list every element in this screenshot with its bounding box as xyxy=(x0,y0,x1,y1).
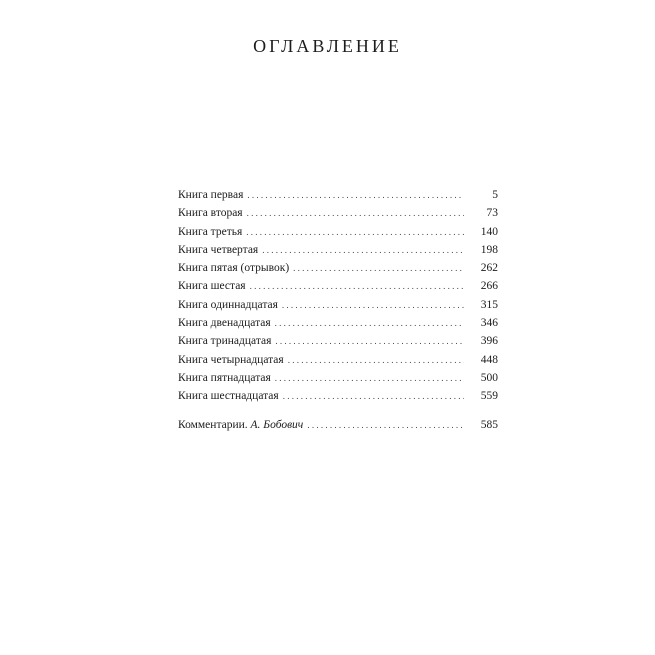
dot-leader xyxy=(288,351,464,369)
dot-leader xyxy=(275,314,464,332)
toc-entry-label: Книга двенадцатая xyxy=(178,317,271,330)
toc-entry-page: 559 xyxy=(480,390,498,403)
dot-leader xyxy=(275,369,464,387)
toc-entry-page: 346 xyxy=(480,317,498,330)
table-of-contents xyxy=(178,186,498,434)
toc-entry-label: Книга третья xyxy=(178,225,243,238)
toc-entry-page: 262 xyxy=(480,262,498,275)
toc-entry[interactable] xyxy=(178,223,498,241)
commentary-author: А. Бобович xyxy=(250,418,304,431)
toc-entry-label: Книга тринадцатая xyxy=(178,335,272,348)
toc-entry-page: 500 xyxy=(480,371,498,384)
toc-entry-label: Книга шестая xyxy=(178,280,246,293)
toc-entry-commentary[interactable] xyxy=(178,416,498,434)
toc-entry-page: 585 xyxy=(480,418,498,431)
toc-entry-label: Книга четырнадцатая xyxy=(178,353,284,366)
toc-entry-page: 73 xyxy=(486,207,498,220)
toc-entry[interactable] xyxy=(178,314,498,332)
toc-entry[interactable] xyxy=(178,351,498,369)
toc-entry[interactable] xyxy=(178,204,498,222)
toc-entry-label: Книга пятнадцатая xyxy=(178,371,271,384)
dot-leader xyxy=(250,277,464,295)
toc-entry[interactable] xyxy=(178,387,498,405)
toc-entry-label xyxy=(178,416,307,434)
dot-leader xyxy=(275,332,464,350)
toc-entry-page: 5 xyxy=(492,189,498,201)
dot-leader xyxy=(283,387,464,405)
dot-leader xyxy=(293,259,464,277)
section-spacer xyxy=(178,406,498,416)
toc-entry[interactable] xyxy=(178,369,498,387)
toc-entry-page: 315 xyxy=(480,298,498,311)
dot-leader xyxy=(246,223,464,241)
toc-entry-label: Книга одиннадцатая xyxy=(178,298,278,311)
dot-leader xyxy=(262,241,464,259)
page-title: ОГЛАВЛЕНИЕ xyxy=(253,36,402,56)
toc-entry[interactable] xyxy=(178,277,498,295)
toc-entry-page: 266 xyxy=(480,280,498,293)
toc-entry-label: Книга вторая xyxy=(178,207,243,220)
toc-entry-page: 198 xyxy=(480,243,498,256)
dot-leader xyxy=(247,186,464,204)
toc-entry[interactable] xyxy=(178,296,498,314)
toc-entry-label: Книга четвертая xyxy=(178,243,259,256)
toc-entry-label: Книга шестнадцатая xyxy=(178,390,279,403)
toc-entry-label: Книга первая xyxy=(178,189,244,201)
dot-leader xyxy=(282,296,464,314)
toc-entry[interactable] xyxy=(178,241,498,259)
toc-entry[interactable] xyxy=(178,332,498,350)
toc-entry-page: 396 xyxy=(480,335,498,348)
toc-entry-page: 140 xyxy=(480,225,498,238)
toc-entry-label: Книга пятая (отрывок) xyxy=(178,262,290,275)
toc-entry[interactable] xyxy=(178,259,498,277)
toc-entry-page: 448 xyxy=(480,353,498,366)
dot-leader xyxy=(247,204,464,222)
commentary-label: Комментарии. xyxy=(178,418,248,431)
toc-entry[interactable] xyxy=(178,186,498,204)
dot-leader xyxy=(307,416,464,434)
